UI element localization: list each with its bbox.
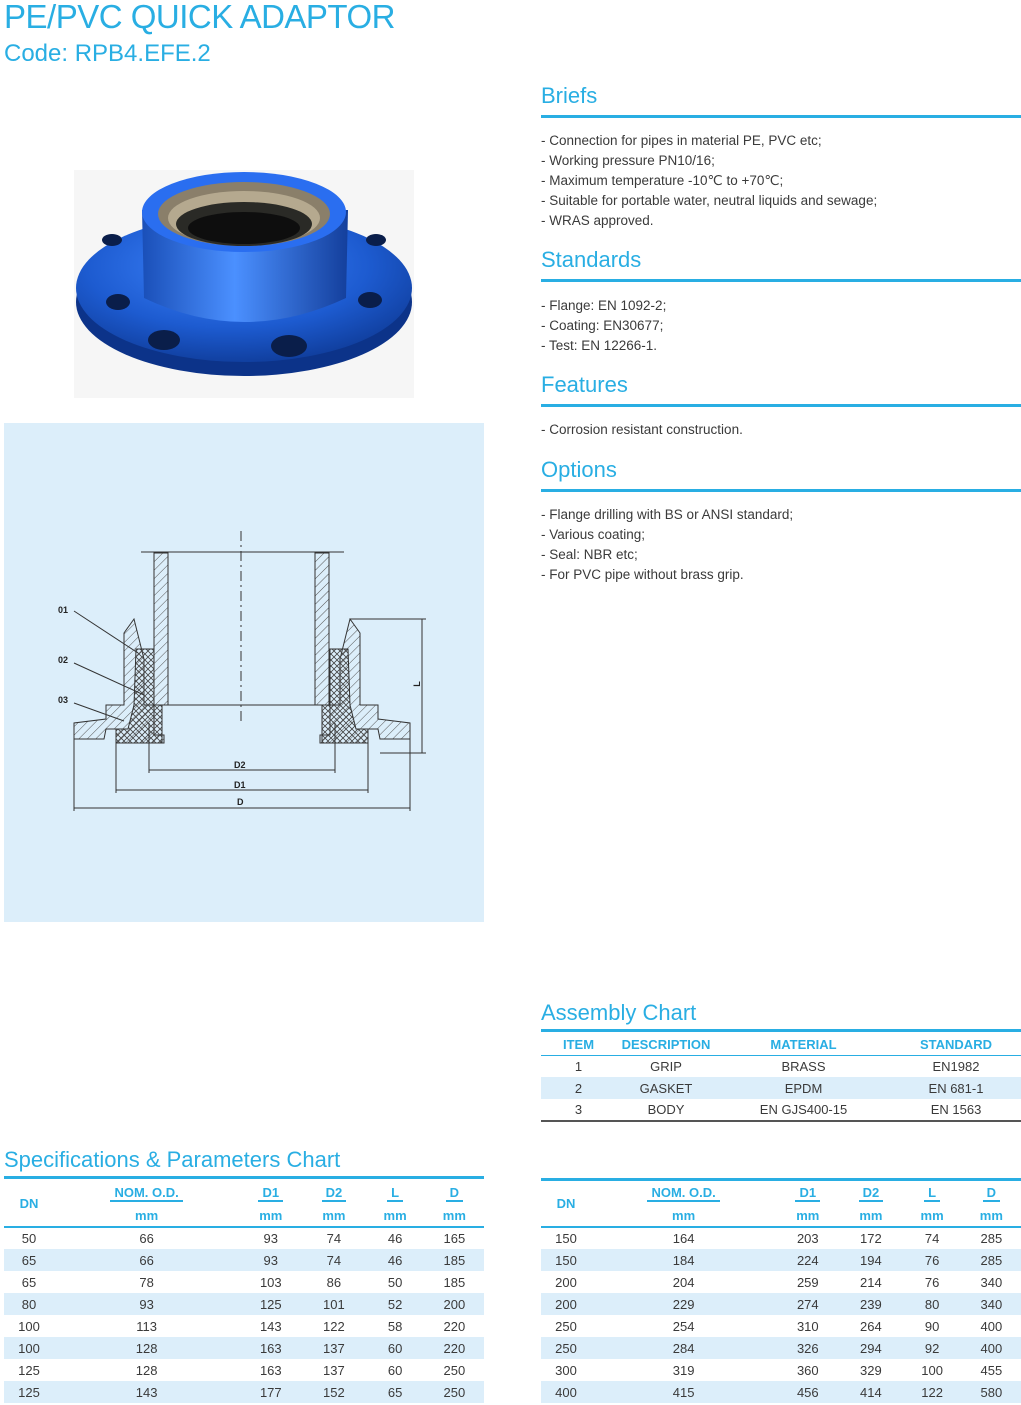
table-row xyxy=(4,1315,484,1337)
table-cell: 46 xyxy=(365,1249,424,1271)
unit-label: mm xyxy=(962,1205,1021,1227)
cross-section-diagram xyxy=(4,423,484,922)
table-cell: 100 xyxy=(921,1362,943,1378)
table-cell: 93 xyxy=(263,1231,279,1246)
table-cell: 164 xyxy=(672,1231,695,1246)
column-header: D1 xyxy=(239,1181,302,1205)
table-cell: 229 xyxy=(591,1293,776,1315)
unit-label: mm xyxy=(839,1205,902,1227)
list-item: - Flange: EN 1092-2; xyxy=(541,298,667,313)
column-header: D1 xyxy=(776,1181,839,1205)
callout-02: 02 xyxy=(58,655,69,665)
table-cell: 185 xyxy=(425,1249,484,1271)
table-cell: 76 xyxy=(924,1274,940,1290)
table-units-row xyxy=(541,1205,1021,1227)
table-cell: 214 xyxy=(860,1274,882,1290)
table-cell: 163 xyxy=(259,1362,282,1378)
options-list xyxy=(541,505,1021,585)
table-cell: 128 xyxy=(54,1337,239,1359)
table-cell: EN1982 xyxy=(932,1058,980,1074)
assembly-chart-heading: Assembly Chart xyxy=(541,1000,1021,1032)
table-cell: EN 681-1 xyxy=(891,1077,1021,1099)
table-cell: 274 xyxy=(776,1293,839,1315)
unit-label: mm xyxy=(425,1205,484,1227)
table-cell: 284 xyxy=(591,1337,776,1359)
dim-d2: D2 xyxy=(234,760,246,770)
dim-l: L xyxy=(411,681,422,687)
table-cell: 200 xyxy=(425,1293,484,1315)
dim-d: D xyxy=(237,797,244,807)
table-row xyxy=(541,1337,1021,1359)
table-cell: 184 xyxy=(591,1249,776,1271)
table-cell: 101 xyxy=(302,1293,365,1315)
table-cell: 580 xyxy=(962,1381,1021,1403)
table-row xyxy=(541,1249,1021,1271)
table-row xyxy=(541,1227,1021,1249)
specs-table-left xyxy=(4,1181,484,1403)
table-header-row xyxy=(541,1034,1021,1055)
specs-chart-heading: Specifications & Parameters Chart xyxy=(4,1147,484,1179)
technical-drawing xyxy=(4,423,484,922)
table-row xyxy=(541,1359,1021,1381)
standards-list xyxy=(541,296,1021,356)
table-cell: 177 xyxy=(239,1381,302,1403)
column-header: MATERIAL xyxy=(716,1034,891,1055)
table-cell: 2 xyxy=(541,1077,616,1099)
table-row xyxy=(4,1249,484,1271)
table-cell: 74 xyxy=(924,1231,940,1246)
table-cell: 220 xyxy=(425,1337,484,1359)
table-cell: 65 xyxy=(21,1274,37,1290)
table-row xyxy=(4,1359,484,1381)
unit-label: mm xyxy=(591,1205,776,1227)
table-cell: 294 xyxy=(839,1337,902,1359)
table-cell: 113 xyxy=(136,1318,157,1334)
table-cell: 60 xyxy=(387,1362,403,1378)
table-row xyxy=(4,1271,484,1293)
page-title: PE/PVC QUICK ADAPTOR xyxy=(4,0,395,35)
table-cell: 455 xyxy=(980,1362,1003,1378)
unit-label: mm xyxy=(239,1205,302,1227)
table-cell: 125 xyxy=(239,1293,302,1315)
table-cell: EPDM xyxy=(716,1077,891,1099)
table-cell: 250 xyxy=(555,1318,577,1334)
standards-heading: Standards xyxy=(541,247,1021,282)
list-item: - Suitable for portable water, neutral liquids and sewage; xyxy=(541,193,878,208)
table-cell: 200 xyxy=(541,1293,591,1315)
features-heading: Features xyxy=(541,372,1021,407)
table-cell: 137 xyxy=(323,1362,345,1378)
table-row xyxy=(4,1337,484,1359)
dim-d1: D1 xyxy=(234,780,246,790)
table-cell: 1 xyxy=(574,1058,583,1074)
table-cell: 150 xyxy=(541,1249,591,1271)
briefs-heading: Briefs xyxy=(541,83,1021,118)
table-header-row xyxy=(541,1181,1021,1205)
table-cell: 125 xyxy=(18,1362,40,1378)
table-cell: 122 xyxy=(902,1381,961,1403)
table-cell: 66 xyxy=(54,1249,239,1271)
table-cell: 163 xyxy=(239,1337,302,1359)
list-item: - Various coating; xyxy=(541,527,646,542)
table-cell: 285 xyxy=(962,1249,1021,1271)
table-cell: 172 xyxy=(860,1231,882,1246)
table-cell: 360 xyxy=(796,1362,819,1378)
callout-01: 01 xyxy=(58,605,69,615)
table-cell: 194 xyxy=(839,1249,902,1271)
table-cell: 185 xyxy=(443,1274,466,1290)
list-item: - Test: EN 12266-1. xyxy=(541,338,658,353)
table-cell: BODY xyxy=(616,1099,716,1121)
table-cell: 100 xyxy=(18,1318,40,1334)
table-cell: 150 xyxy=(555,1231,577,1246)
table-cell: 103 xyxy=(259,1274,282,1290)
table-cell: GASKET xyxy=(616,1077,716,1099)
callout-03: 03 xyxy=(58,695,69,705)
list-item: - Seal: NBR etc; xyxy=(541,547,638,562)
briefs-list xyxy=(541,131,1021,231)
flange-adaptor-image xyxy=(74,170,414,398)
table-cell: 143 xyxy=(54,1381,239,1403)
table-row xyxy=(541,1099,1021,1121)
features-list xyxy=(541,420,1021,440)
table-cell: GRIP xyxy=(650,1058,682,1074)
table-cell: 326 xyxy=(776,1337,839,1359)
table-cell: 200 xyxy=(555,1274,577,1290)
list-item: - Flange drilling with BS or ANSI standard; xyxy=(541,507,794,522)
table-row xyxy=(541,1293,1021,1315)
table-cell: 250 xyxy=(443,1362,466,1378)
table-cell: 400 xyxy=(980,1318,1003,1334)
table-cell: 400 xyxy=(541,1381,591,1403)
table-row xyxy=(541,1055,1021,1077)
table-cell: BRASS xyxy=(781,1058,826,1074)
table-cell: EN 1563 xyxy=(891,1099,1021,1121)
table-cell: 50 xyxy=(21,1231,37,1246)
table-cell: 319 xyxy=(672,1362,695,1378)
unit-label: mm xyxy=(54,1205,239,1227)
table-cell: 92 xyxy=(902,1337,961,1359)
column-header: STANDARD xyxy=(891,1034,1021,1055)
table-cell: 80 xyxy=(4,1293,54,1315)
column-header: D2 xyxy=(302,1181,365,1205)
table-cell: 65 xyxy=(4,1249,54,1271)
list-item: - Corrosion resistant construction. xyxy=(541,422,743,437)
column-header: D xyxy=(962,1181,1021,1205)
options-heading: Options xyxy=(541,457,1021,492)
table-row xyxy=(4,1381,484,1403)
list-item: - Maximum temperature -10℃ to +70℃; xyxy=(541,173,784,188)
table-cell: 203 xyxy=(796,1231,819,1246)
table-cell: 143 xyxy=(259,1318,282,1334)
table-cell: 50 xyxy=(387,1274,403,1290)
table-cell: 264 xyxy=(860,1318,882,1334)
table-cell: 400 xyxy=(962,1337,1021,1359)
table-row xyxy=(541,1315,1021,1337)
column-header: DESCRIPTION xyxy=(616,1034,716,1055)
table-cell: 76 xyxy=(902,1249,961,1271)
table-cell: 250 xyxy=(541,1337,591,1359)
table-cell: 165 xyxy=(443,1231,466,1246)
table-cell: 254 xyxy=(672,1318,695,1334)
table-cell: 456 xyxy=(776,1381,839,1403)
column-header: D xyxy=(425,1181,484,1205)
list-item: - Working pressure PN10/16; xyxy=(541,153,715,168)
table-cell: 329 xyxy=(860,1362,882,1378)
table-row xyxy=(541,1077,1021,1099)
table-cell: 128 xyxy=(135,1362,158,1378)
specs-table-right xyxy=(541,1181,1021,1403)
unit-label: mm xyxy=(902,1205,961,1227)
table-row xyxy=(4,1293,484,1315)
table-cell: 3 xyxy=(541,1099,616,1121)
table-cell: EN GJS400-15 xyxy=(716,1099,891,1121)
table-cell: 340 xyxy=(962,1293,1021,1315)
table-cell: 204 xyxy=(672,1274,695,1290)
table-units-row xyxy=(4,1205,484,1227)
table-cell: 65 xyxy=(365,1381,424,1403)
column-header: DN xyxy=(4,1181,54,1227)
table-cell: 310 xyxy=(796,1318,819,1334)
list-item: - For PVC pipe without brass grip. xyxy=(541,567,744,582)
table-cell: 52 xyxy=(365,1293,424,1315)
table-cell: 414 xyxy=(839,1381,902,1403)
table-row xyxy=(541,1271,1021,1293)
table-cell: 66 xyxy=(139,1231,154,1246)
product-photo xyxy=(74,170,414,398)
column-header: L xyxy=(365,1181,424,1205)
column-header: NOM. O.D. xyxy=(54,1181,239,1205)
table-cell: 285 xyxy=(980,1231,1003,1246)
table-cell: 58 xyxy=(387,1318,403,1334)
unit-label: mm xyxy=(302,1205,365,1227)
product-code: Code: RPB4.EFE.2 xyxy=(4,40,211,67)
column-header: L xyxy=(902,1181,961,1205)
assembly-table xyxy=(541,1034,1021,1122)
table-cell: 80 xyxy=(902,1293,961,1315)
table-cell: 137 xyxy=(302,1337,365,1359)
table-cell: 90 xyxy=(924,1318,940,1334)
column-header: DN xyxy=(541,1181,591,1227)
table-cell: 78 xyxy=(139,1274,154,1290)
table-cell: 122 xyxy=(323,1318,345,1334)
table-cell: 74 xyxy=(326,1231,342,1246)
table-cell: 60 xyxy=(365,1337,424,1359)
table-row xyxy=(541,1381,1021,1403)
table-cell: 125 xyxy=(4,1381,54,1403)
column-header: NOM. O.D. xyxy=(591,1181,776,1205)
table-cell: 250 xyxy=(425,1381,484,1403)
table-row xyxy=(4,1227,484,1249)
table-cell: 86 xyxy=(326,1274,342,1290)
table-cell: 340 xyxy=(980,1274,1003,1290)
table-cell: 93 xyxy=(239,1249,302,1271)
table-cell: 93 xyxy=(54,1293,239,1315)
column-header: D2 xyxy=(839,1181,902,1205)
table-cell: 224 xyxy=(776,1249,839,1271)
list-item: - Coating: EN30677; xyxy=(541,318,664,333)
table-cell: 415 xyxy=(591,1381,776,1403)
table-cell: 152 xyxy=(302,1381,365,1403)
list-item: - WRAS approved. xyxy=(541,213,654,228)
table-header-row xyxy=(4,1181,484,1205)
column-header: ITEM xyxy=(541,1034,616,1055)
table-cell: 259 xyxy=(796,1274,819,1290)
table-cell: 300 xyxy=(555,1362,577,1378)
table-cell: 46 xyxy=(387,1231,403,1246)
table-cell: 239 xyxy=(839,1293,902,1315)
list-item: - Connection for pipes in material PE, PVC etc; xyxy=(541,133,822,148)
unit-label: mm xyxy=(776,1205,839,1227)
table-cell: 74 xyxy=(302,1249,365,1271)
table-cell: 100 xyxy=(4,1337,54,1359)
unit-label: mm xyxy=(365,1205,424,1227)
table-cell: 220 xyxy=(443,1318,466,1334)
